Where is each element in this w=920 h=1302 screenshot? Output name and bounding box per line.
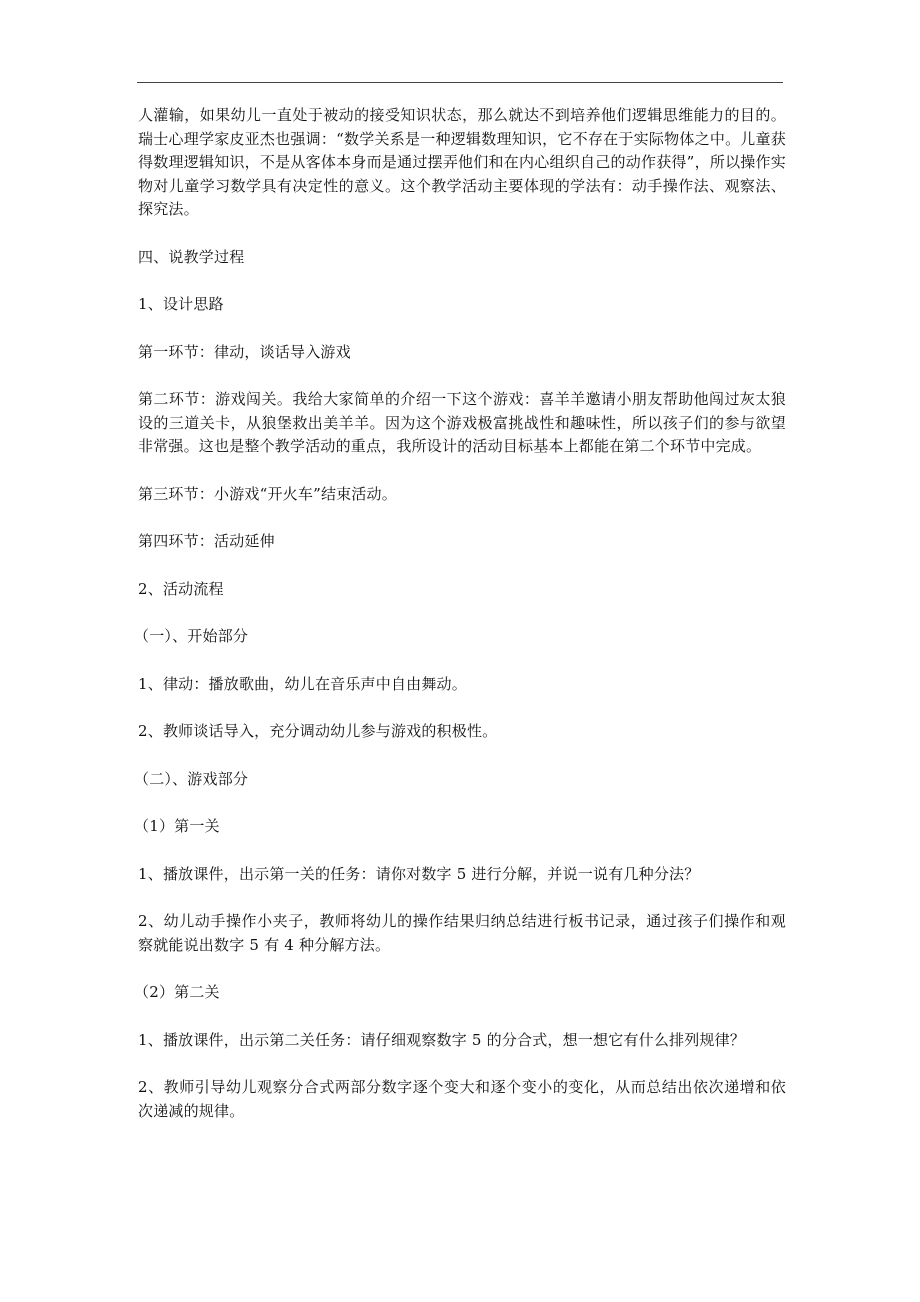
list-item: 2、教师谈话导入，充分调动幼儿参与游戏的积极性。 bbox=[138, 722, 498, 740]
header-rule bbox=[137, 82, 783, 83]
level-heading: （2）第二关 bbox=[134, 983, 220, 1001]
section-heading: 四、说教学过程 bbox=[138, 247, 245, 266]
list-item: 1、播放课件，出示第一关的任务：请你对数字 5 进行分解，并说一说有几种分法？ bbox=[138, 864, 700, 883]
list-item: 2、幼儿动手操作小夹子，教师将幼儿的操作结果归纳总结进行板书记录，通过孩子们操作和观察就能说出数字 5 有 4 种分解方法。 bbox=[138, 912, 786, 954]
paragraph-intro: 人灌输，如果幼儿一直处于被动的接受知识状态，那么就达不到培养他们逻辑思维能力的目的。瑞士心理学家皮亚杰也强调：“数学关系是一种逻辑数理知识，它不存在于实际物体之中。儿童获得数理逻辑知识，不是从客体本身而是通过摆弄他们和在内心组织自己的动作获得”，所以操作实物对儿童学习数学具有决定性的意义。这个教学活动主要体现的学法有：动手操作法、观察法、探究法。 bbox=[138, 106, 786, 218]
subsection-heading: 2、活动流程 bbox=[138, 579, 224, 598]
part-heading: （一）、开始部分 bbox=[134, 627, 249, 645]
step-one: 第一环节：律动，谈话导入游戏 bbox=[138, 342, 351, 361]
level-heading: （1）第一关 bbox=[134, 817, 220, 835]
list-item: 2、教师引导幼儿观察分合式两部分数字逐个变大和逐个变小的变化，从而总结出依次递增和依次递减的规律。 bbox=[138, 1078, 786, 1120]
subsection-heading: 1、设计思路 bbox=[138, 295, 224, 313]
step-two: 第二环节：游戏闯关。我给大家简单的介绍一下这个游戏：喜羊羊邀请小朋友帮助他闯过灰太狼设的三道关卡，从狼堡救出美羊羊。因为这个游戏极富挑战性和趣味性，所以孩子们的参与欲望非常强。这也是整个教学活动的重点，我所设计的活动目标基本上都能在第二个环节中完成。 bbox=[138, 390, 786, 455]
list-item: 1、播放课件，出示第二关任务：请仔细观察数字 5 的分合式，想一想它有什么排列规律？ bbox=[138, 1030, 746, 1049]
document-body bbox=[134, 104, 786, 1147]
part-heading: （二）、游戏部分 bbox=[134, 769, 249, 788]
step-three: 第三环节：小游戏“开火车”结束活动。 bbox=[138, 484, 397, 503]
list-item: 1、律动：播放歌曲，幼儿在音乐声中自由舞动。 bbox=[138, 674, 467, 693]
step-four: 第四环节：活动延伸 bbox=[138, 532, 275, 550]
